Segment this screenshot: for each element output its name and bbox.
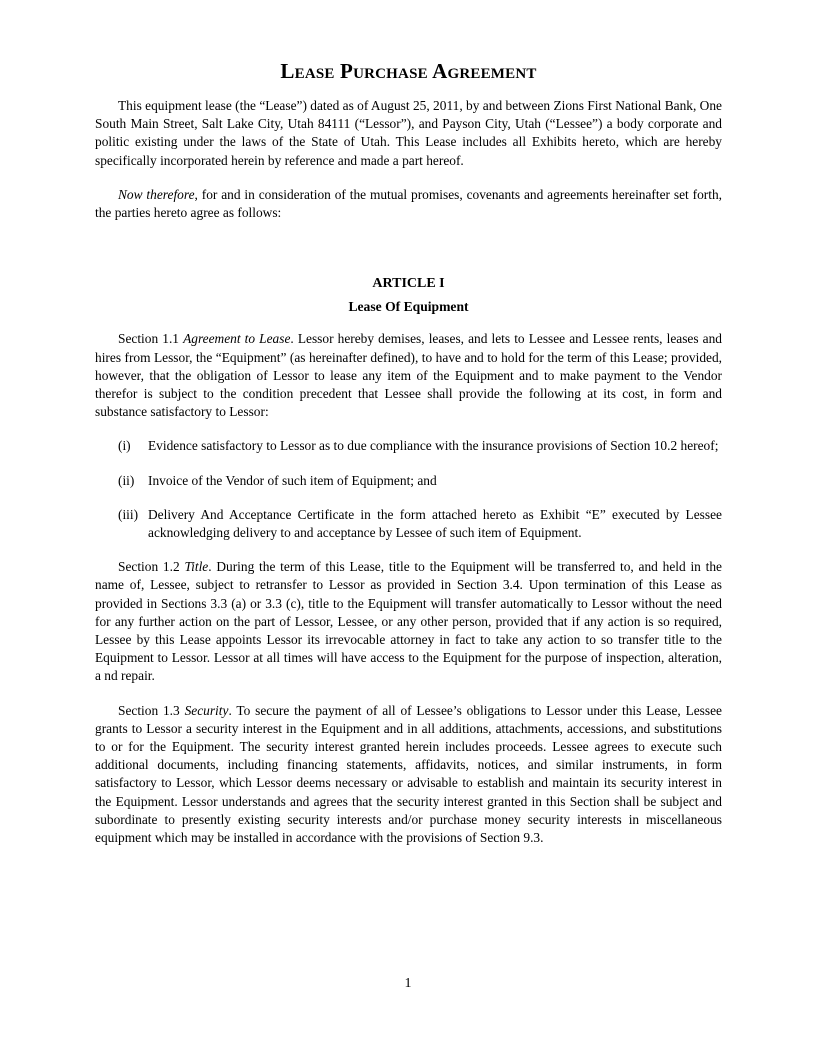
now-therefore-paragraph xyxy=(95,186,722,222)
section-1-3-label: Section 1.3 xyxy=(118,702,185,718)
list-item-number: (ii) xyxy=(118,472,135,488)
section-1-1-text: . Lessor hereby demises, leases, and lets to Lessee and Lessee rents, leases and hires from Lessor, the “Equipment” (as hereinafter defined), to have and to hold for the term of this Lease; provided, however, that the obligation of Lessor to lease any item of the Equipment and to make payment to the Vendor therefor is subject to the condition precedent that Lessee shall provide the following at its cost, in form and substance satisfactory to Lessor: xyxy=(95,331,722,420)
document-title: Lease Purchase Agreement xyxy=(280,59,537,83)
list-item xyxy=(95,437,722,455)
now-therefore-lead: Now therefore xyxy=(118,186,195,202)
section-1-2 xyxy=(95,558,722,685)
list-item-number: (iii) xyxy=(118,506,139,522)
section-1-1-heading: Agreement to Lease xyxy=(183,331,291,347)
section-1-3-text: . To secure the payment of all of Lessee’s obligations to Lessor under this Lease, Lessee grants to Lessor a security interest in the Equipment and in all additions, attachments, accessions, and substitutions to or for the Equipment. The security interest granted herein includes proceeds. Lessee agrees to execute such additional documents, including financing statements, affidavits, notices, and similar instruments, in form satisfactory to Lessor, which Lessor deems necessary or advisable to establish and maintain its security interest in the Equipment. Lessor understands and agrees that the security interest granted in this Section shall be subject and subordinate to presently existing security interests and/or purchase money security interests in miscellaneous equipment which may be installed in accordance with the provisions of Section 9.3. xyxy=(95,702,722,846)
page-number: 1 xyxy=(404,976,412,991)
list-item xyxy=(95,506,722,542)
section-1-2-label: Section 1.2 xyxy=(118,559,185,575)
list-item xyxy=(95,472,722,490)
now-therefore-text: , for and in consideration of the mutual promises, covenants and agreements hereinafter set forth, the parties hereto agree as follows: xyxy=(95,186,722,221)
section-1-1 xyxy=(95,330,722,421)
list-item-text: Invoice of the Vendor of such item of Equipment; and xyxy=(148,472,437,488)
section-1-3-heading: Security xyxy=(184,702,229,718)
section-1-3 xyxy=(95,702,722,848)
list-item-text: Delivery And Acceptance Certificate in the form attached hereto as Exhibit “E” executed by Lessee acknowledging delivery to and acceptance by Lessee of such item of Equipment. xyxy=(148,506,722,541)
section-1-1-label: Section 1.1 xyxy=(118,331,184,347)
list-item-number: (i) xyxy=(118,438,131,454)
article-heading: ARTICLE I xyxy=(372,276,445,292)
article-subheading: Lease Of Equipment xyxy=(348,299,469,315)
intro-paragraph: This equipment lease (the “Lease”) dated as of August 25, 2011, by and between Zions First National Bank, One South Main Street, Salt Lake City, Utah 84111 (“Lessor”), and Payson City, Utah (“Lessee”) a body corporate and politic existing under the laws of the State of Utah. This Lease includes all Exhibits hereto, which are hereby specifically incorporated herein by reference and made a part hereof. xyxy=(95,98,722,168)
section-1-2-text: . During the term of this Lease, title to the Equipment will be transferred to, and held in the name of, Lessee, subject to retransfer to Lessor as provided in Section 3.4. Upon termination of this Lease as provided in Sections 3.3 (a) or 3.3 (c), title to the Equipment will transfer automatically to Lessor without the need for any further action on the part of Lessor, Lessee, or any other person, provided that if any action is so required, Lessee by this Lease appoints Lessor its irrevocable attorney in fact to take any action to so transfer title to the Equipment to Lessor. Lessor at all times will have access to the Equipment for the purpose of inspection, alteration, a nd repair. xyxy=(95,559,722,684)
section-1-2-heading: Title xyxy=(184,559,209,575)
document-page xyxy=(95,58,722,847)
list-item-text: Evidence satisfactory to Lessor as to due compliance with the insurance provisions of Section 10.2 hereof; xyxy=(148,438,719,454)
